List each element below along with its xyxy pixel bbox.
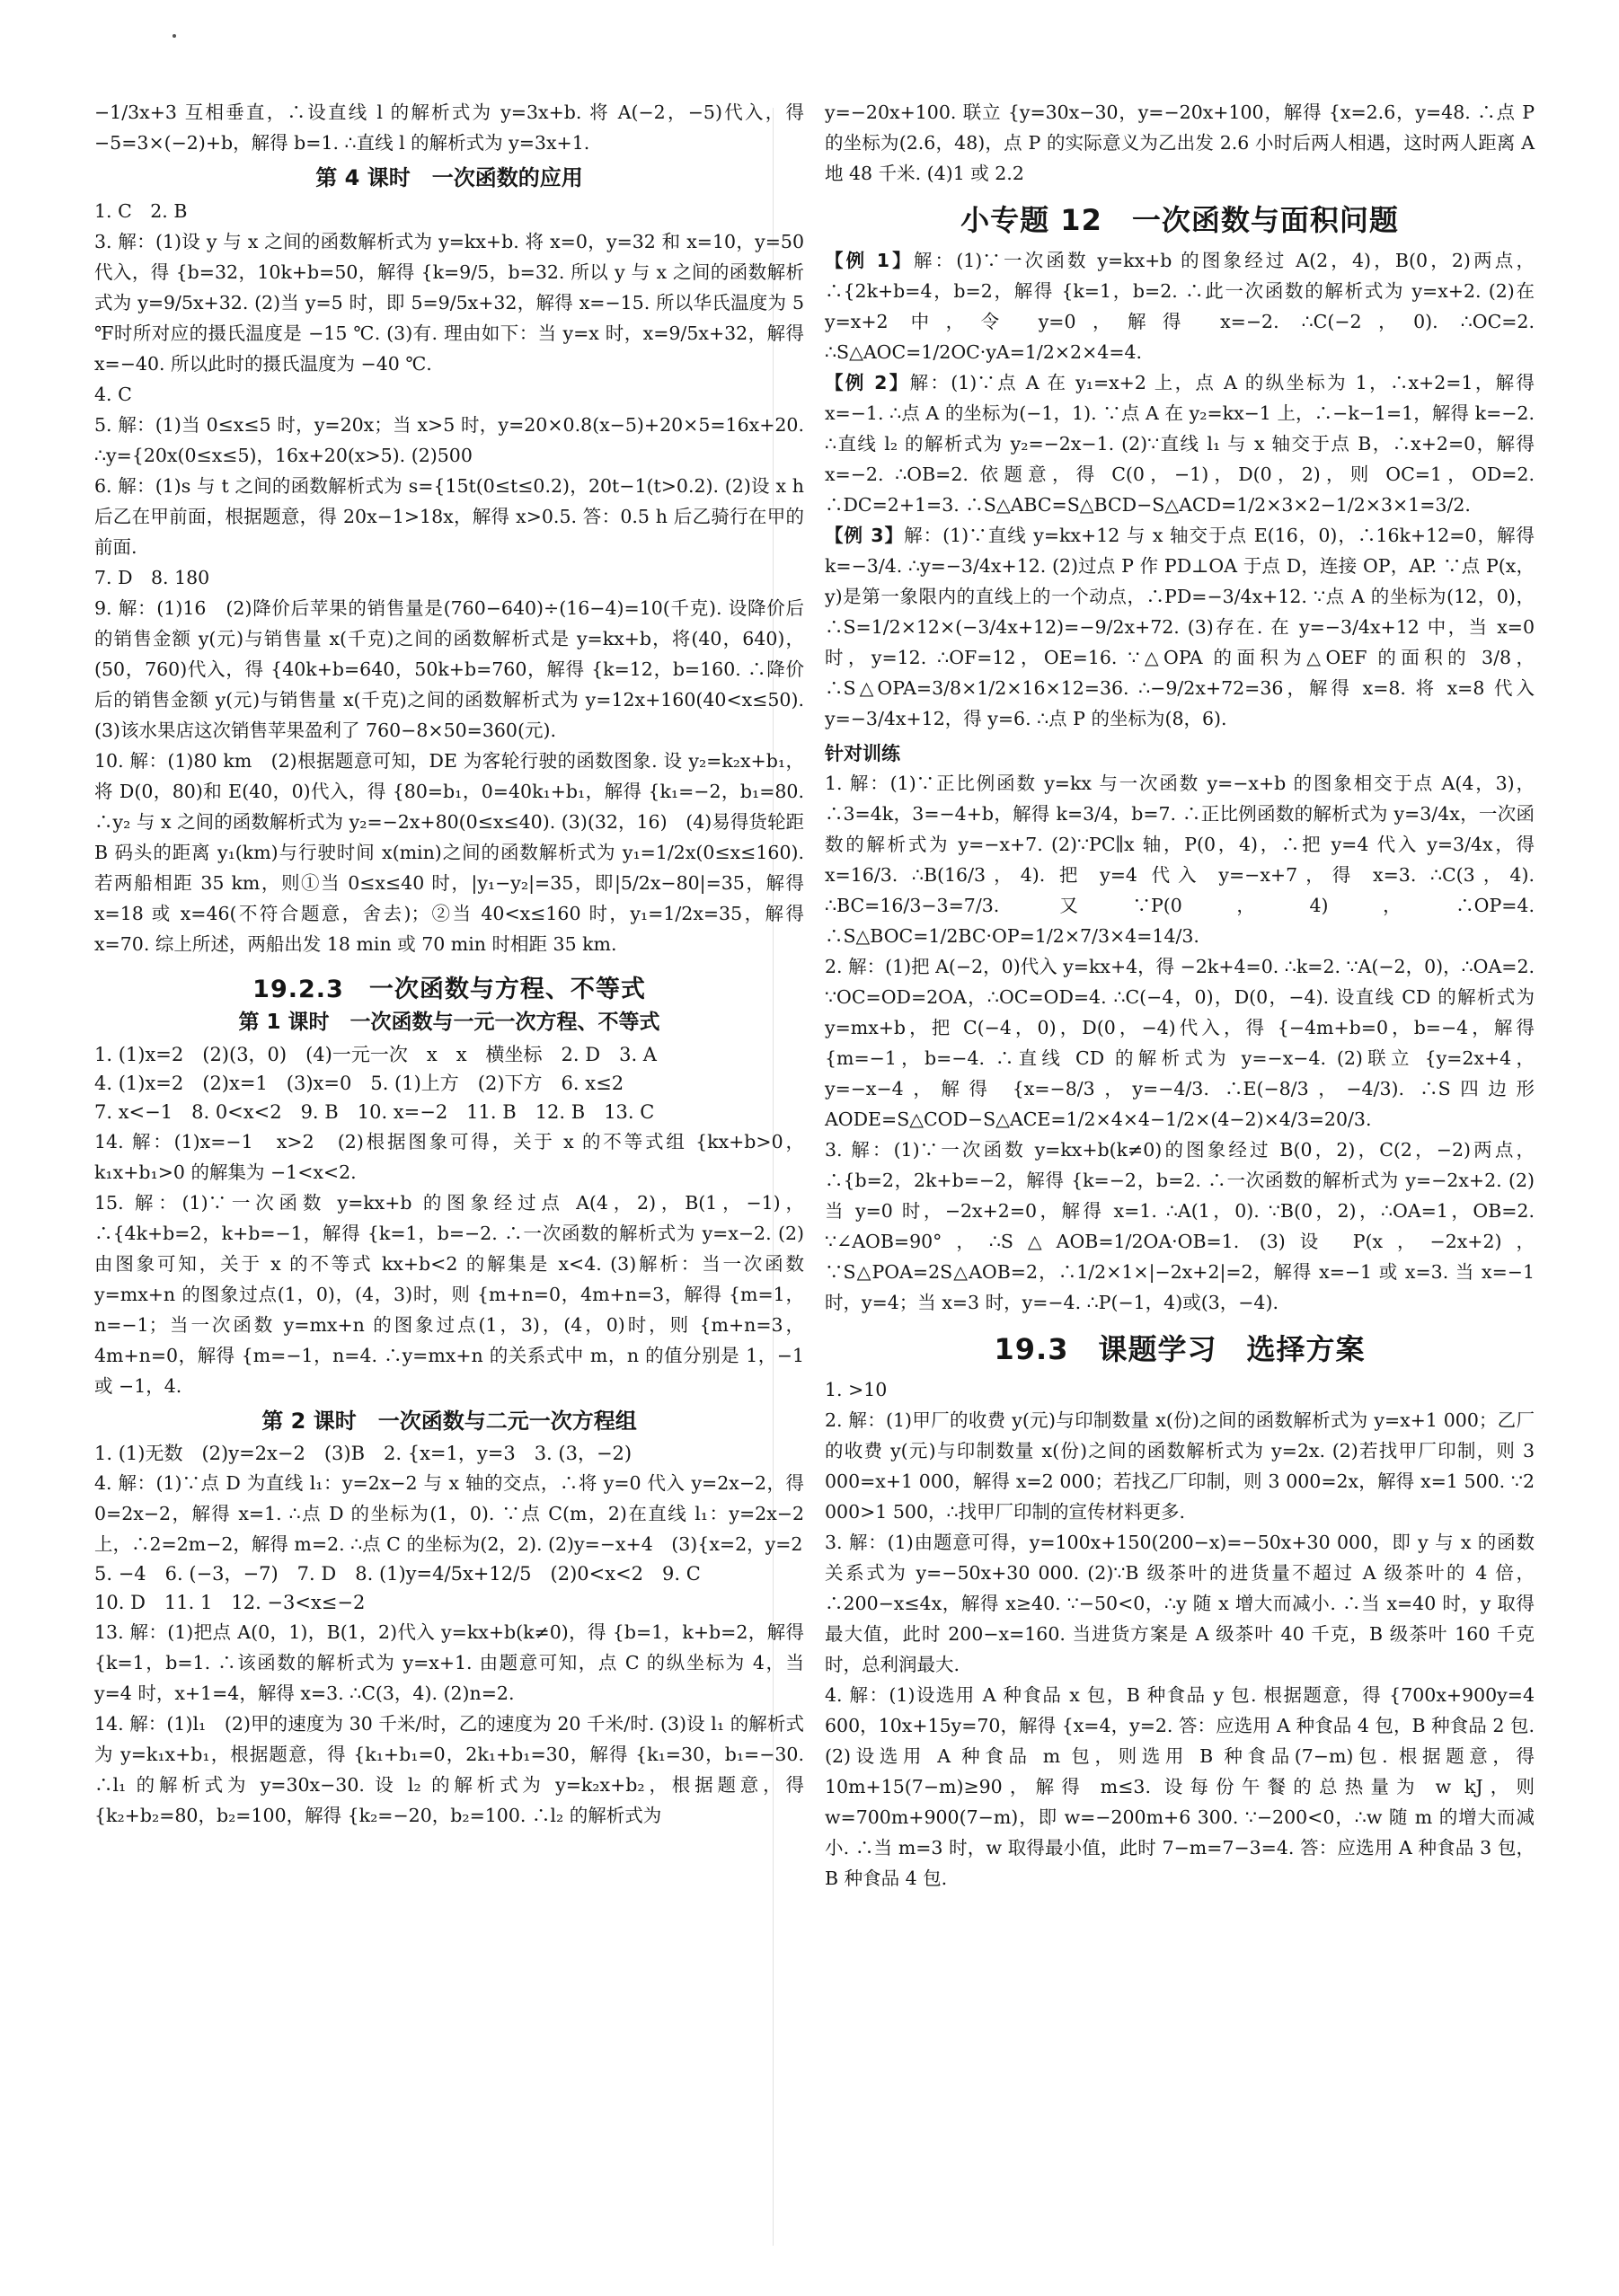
section-item: 13. 解：(1)把点 A(0，1)，B(1，2)代入 y=kx+b(k≠0)，得 {b=1，k+b=2，解得 {k=1，b=1. ∴该函数的解析式为 y=x+1. 由题意可知，点 C 的纵坐标为 4，当 y=4 时，x+1=4，解得 x=3. ∴C(3，4). (2)n=2. — [94, 1621, 804, 1705]
example-text: 解：(1)∵直线 y=kx+12 与 x 轴交于点 E(16，0)，∴16k+12=0，解得 k=−3/4. ∴y=−3/4x+12. (2)过点 P 作 PD⊥OA 于点 D，连接 OP，AP. ∵点 P(x，y)是第一象限内的直线上的一个动点，∴PD=−3/4x+12. ∵点 A 的坐标为(12，0)，∴S=1/2×12×(−3/4x+12)=−9/2x+72. (3)存在. 在 y=−3/4x+12 中，当 x=0 时，y=12. ∴OF=12，OE=16. ∵△OPA 的面积为△OEF 的面积的 3/8，∴S△OPA=3/8×1/2×16×12=36. ∴−9/2x+72=36，解得 x=8. 将 x=8 代入 y=−3/4x+12，得 y=6. ∴点 P 的坐标为(8，6). — [825, 525, 1535, 730]
example-3 — [825, 520, 1535, 734]
section-193-title: 19.3 课题学习 选择方案 — [994, 1332, 1366, 1367]
quick-answers-row: 10. D 11. 1 12. −3<x≤−2 — [94, 1592, 366, 1614]
lesson4-item: 7. D 8. 180 — [94, 567, 210, 589]
quick-answers-row: 7. x<−1 8. 0<x<2 9. B 10. x=−2 11. B 12. B 13. C — [94, 1100, 655, 1123]
quick-answers-row: 1. (1)无数 (2)y=2x−2 (3)B 2. {x=1，y=3 3. (3，−2) — [94, 1443, 633, 1465]
quick-answers-row: 5. −4 6. (−3，−7) 7. D 8. (1)y=4/5x+12/5 (2)0<x<2 9. C — [94, 1563, 701, 1585]
section-193-item: 1. >10 — [825, 1379, 888, 1401]
lesson4-item: 9. 解：(1)16 (2)降价后苹果的销售量是(760−640)÷(16−4)=10(千克). 设降价后的销售金额 y(元)与销售量 x(千克)之间的函数解析式是 y=kx+b，将(40，640)，(50，760)代入，得 {40k+b=640，50k+b=760，解得 {k=12，b=160. ∴降价后的销售金额 y(元)与销售量 x(千克)之间的函数解析式为 y=12x+160(40<x≤50). (3)该水果店这次销售苹果盈利了 760−8×50=360(元). — [94, 597, 804, 742]
example-label: 【例 1】 — [825, 250, 914, 272]
lesson-4-title: 第 4 课时 一次函数的应用 — [315, 165, 583, 190]
scan-dot — [173, 34, 176, 38]
section-1923-title: 19.2.3 一次函数与方程、不等式 — [252, 976, 646, 1004]
lesson4-item: 3. 解：(1)设 y 与 x 之间的函数解析式为 y=kx+b. 将 x=0，y=32 和 x=10，y=50 代入，得 {b=32，10k+b=50，解得 {k=9/5，b=32. 所以 y 与 x 之间的函数解析式为 y=9/5x+32. (2)当 y=5 时，即 5=9/5x+32，解得 x=−15. 所以华氏温度为 5 ℉时所对应的摄氏温度是 −15 ℃. (3)有. 理由如下：当 y=x 时，x=9/5x+32，解得 x=−40. 所以此时的摄氏温度为 −40 ℃. — [94, 231, 804, 375]
section-193-item: 3. 解：(1)由题意可得，y=100x+150(200−x)=−50x+30 000，即 y 与 x 的函数关系式为 y=−50x+30 000. (2)∵B 级茶叶的进货量不超过 A 级茶叶的 4 倍，∴200−x≤4x，解得 x≥40. ∵−50<0，∴y 随 x 增大而减小. ∴当 x=40 时，y 取得最大值，此时 200−x=160. 当进货方案是 A 级茶叶 40 千克，B 级茶叶 160 千克时，总利润最大. — [825, 1532, 1535, 1676]
section-item: 14. 解：(1)l₁ (2)甲的速度为 30 千米/时，乙的速度为 20 千米/时. (3)设 l₁ 的解析式为 y=k₁x+b₁，根据题意，得 {k₁+b₁=0，2k₁+b₁=30，解得 {k₁=30，b₁=−30. ∴l₁ 的解析式为 y=30x−30. 设 l₂ 的解析式为 y=k₂x+b₂，根据题意，得 {k₂+b₂=80，b₂=100，解得 {k₂=−20，b₂=100. ∴l₂ 的解析式为 — [94, 1713, 804, 1827]
lesson4-item: 6. 解：(1)s 与 t 之间的函数解析式为 s={15t(0≤t≤0.2)，20t−1(t>0.2). (2)设 x h 后乙在甲前面，根据题意，得 20x−1>18x，解得 x>0.5. 答：0.5 h 后乙骑行在甲的前面. — [94, 475, 804, 559]
lesson4-item: 5. 解：(1)当 0≤x≤5 时，y=20x；当 x>5 时，y=20×0.8(x−5)+20×5=16x+20. ∴y={20x(0≤x≤5)，16x+20(x>5). (2)500 — [94, 414, 804, 467]
quick-answers-row: 4. (1)x=2 (2)x=1 (3)x=0 5. (1)上方 (2)下方 6. x≤2 — [94, 1072, 624, 1094]
example-2 — [825, 367, 1535, 520]
right-intro: y=−20x+100. 联立 {y=30x−30，y=−20x+100，解得 {x=2.6，y=48. ∴点 P 的坐标为(2.6，48)，点 P 的实际意义为乙出发 2.6 小时后两人相遇，这时两人距离 A 地 48 千米. (4)1 或 2.2 — [825, 102, 1535, 184]
example-text: 解：(1)∵点 A 在 y₁=x+2 上，点 A 的纵坐标为 1，∴x+2=1，解得 x=−1. ∴点 A 的坐标为(−1，1). ∵点 A 在 y₂=kx−1 上，∴−k−1=1，解得 k=−2. ∴直线 l₂ 的解析式为 y₂=−2x−1. (2)∵直线 l₁ 与 x 轴交于点 B，∴x+2=0，解得 x=−2. ∴OB=2. 依题意，得 C(0，−1)，D(0，2)，则 OC=1，OD=2. ∴DC=2+1=3. ∴S△ABC=S△BCD−S△ACD=1/2×3×2−1/2×3×1=3/2. — [825, 372, 1535, 517]
left-column — [94, 97, 804, 1831]
training-item: 2. 解：(1)把 A(−2，0)代入 y=kx+4，得 −2k+4=0. ∴k=2. ∵A(−2，0)，∴OA=2. ∵OC=OD=2OA，∴OC=OD=4. ∴C(−4，0)，D(0，−4). 设直线 CD 的解析式为 y=mx+b，把 C(−4，0)，D(0，−4)代入，得 {−4m+b=0，b=−4，解得 {m=−1，b=−4. ∴直线 CD 的解析式为 y=−x−4. (2)联立 {y=2x+4，y=−x−4，解得 {x=−8/3，y=−4/3. ∴E(−8/3，−4/3). ∴S四边形AODE=S△COD−S△ACE=1/2×4×4−1/2×(4−2)×4/3=20/3. — [825, 956, 1535, 1131]
training-item: 3. 解：(1)∵一次函数 y=kx+b(k≠0)的图象经过 B(0，2)，C(2，−2)两点，∴{b=2，2k+b=−2，解得 {k=−2，b=2. ∴一次函数的解析式为 y=−2x+2. (2)当 y=0 时，−2x+2=0，解得 x=1. ∴A(1，0). ∵B(0，2)，∴OA=1，OB=2. ∵∠AOB=90°，∴S△AOB=1/2OA·OB=1. (3)设 P(x，−2x+2)，∵S△POA=2S△AOB=2，∴1/2×1×|−2x+2|=2，解得 x=−1 或 x=3. 当 x=−1 时，y=4；当 x=3 时，y=−4. ∴P(−1，4)或(3，−4). — [825, 1139, 1535, 1314]
lesson-2-title: 第 2 课时 一次函数与二元一次方程组 — [261, 1408, 637, 1434]
example-label: 【例 3】 — [825, 525, 905, 547]
example-text: 解：(1)∵一次函数 y=kx+b 的图象经过 A(2，4)，B(0，2)两点，∴{2k+b=4，b=2，解得 {k=1，b=2. ∴此一次函数的解析式为 y=x+2. (2)在 y=x+2 中，令 y=0，解得 x=−2. ∴C(−2，0). ∴OC=2. ∴S△AOC=1/2OC·yA=1/2×2×4=4. — [825, 250, 1535, 364]
right-column — [825, 97, 1535, 1894]
section-item: 15. 解：(1)∵一次函数 y=kx+b 的图象经过点 A(4，2)，B(1，−1)，∴{4k+b=2，k+b=−1，解得 {k=1，b=−2. ∴一次函数的解析式为 y=x−2. (2)由图象可知，关于 x 的不等式 kx+b<2 的解集是 x<4. (3)解析：当一次函数 y=mx+n 的图象过点(1，0)，(4，3)时，则 {m+n=0，4m+n=3，解得 {m=1，n=−1；当一次函数 y=mx+n 的图象过点(1，3)，(4，0)时，则 {m+n=3，4m+n=0，解得 {m=−1，n=4. ∴y=mx+n 的关系式中 m，n 的值分别是 1，−1 或 −1，4. — [94, 1191, 804, 1397]
lesson-1-title: 第 1 课时 一次函数与一元一次方程、不等式 — [238, 1010, 660, 1034]
lesson4-item: 10. 解：(1)80 km (2)根据题意可知，DE 为客轮行驶的函数图象. 设 y₂=k₂x+b₁，将 D(0，80)和 E(40，0)代入，得 {80=b₁，0=40k₁+b₁，解得 {k₁=−2，b₁=80. ∴y₂ 与 x 之间的函数解析式为 y₂=−2x+80(0≤x≤40). (3)(32，16) (4)易得货轮距 B 码头的距离 y₁(km)与行驶时间 x(min)之间的函数解析式为 y₁=1/2x(0≤x≤160). 若两船相距 35 km，则①当 0≤x≤40 时，|y₁−y₂|=35，即|5/2x−80|=35，解得 x=18 或 x=46(不符合题意，舍去)；②当 40<x≤160 时，y₁=1/2x=35，解得 x=70. 综上所述，两船出发 18 min 或 70 min 时相距 35 km. — [94, 750, 804, 956]
left-intro: −1/3x+3 互相垂直，∴设直线 l 的解析式为 y=3x+b. 将 A(−2，−5)代入，得 −5=3×(−2)+b，解得 b=1. ∴直线 l 的解析式为 y=3x+1. — [94, 102, 804, 154]
training-label: 针对训练 — [825, 743, 900, 765]
quick-answers-row: 1. (1)x=2 (2)(3，0) (4)一元一次 x x 横坐标 2. D 3. A — [94, 1043, 657, 1065]
section-item: 4. 解：(1)∵点 D 为直线 l₁：y=2x−2 与 x 轴的交点，∴将 y=0 代入 y=2x−2，得 0=2x−2，解得 x=1. ∴点 D 的坐标为(1，0). ∵点 C(m，2)在直线 l₁：y=2x−2 上，∴2=2m−2，解得 m=2. ∴点 C 的坐标为(2，2). (2)y=−x+4 (3){x=2，y=2 — [94, 1472, 804, 1556]
section-item: 14. 解：(1)x=−1 x>2 (2)根据图象可得，关于 x 的不等式组 {kx+b>0，k₁x+b₁>0 的解集为 −1<x<2. — [94, 1130, 804, 1183]
training-item: 1. 解：(1)∵正比例函数 y=kx 与一次函数 y=−x+b 的图象相交于点 A(4，3)，∴3=4k，3=−4+b，解得 k=3/4，b=7. ∴正比例函数的解析式为 y=3/4x，一次函数的解析式为 y=−x+7. (2)∵PC∥x 轴，P(0，4)，∴把 y=4 代入 y=3/4x，得 x=16/3. ∴B(16/3，4). 把 y=4 代入 y=−x+7，得 x=3. ∴C(3，4). ∴BC=16/3−3=7/3. 又∵P(0，4)，∴OP=4. ∴S△BOC=1/2BC·OP=1/2×7/3×4=14/3. — [825, 773, 1535, 948]
lesson4-item: 4. C — [94, 384, 132, 406]
section-193-item: 4. 解：(1)设选用 A 种食品 x 包，B 种食品 y 包. 根据题意，得 {700x+900y=4 600，10x+15y=70，解得 {x=4，y=2. 答：应选用 A 种食品 4 包，B 种食品 2 包. (2)设选用 A 种食品 m 包，则选用 B 种食品(7−m)包. 根据题意，得 10m+15(7−m)≥90，解得 m≤3. 设每份午餐的总热量为 w kJ，则 w=700m+900(7−m)，即 w=−200m+6 300. ∵−200<0，∴w 随 m 的增大而减小. ∴当 m=3 时，w 取得最小值，此时 7−m=7−3=4. 答：应选用 A 种食品 3 包，B 种食品 4 包. — [825, 1684, 1535, 1890]
example-1 — [825, 245, 1535, 367]
section-193-item: 2. 解：(1)甲厂的收费 y(元)与印制数量 x(份)之间的函数解析式为 y=x+1 000；乙厂的收费 y(元)与印制数量 x(份)之间的函数解析式为 y=2x. (2)若找甲厂印制，则 3 000=x+1 000，解得 x=2 000；若找乙厂印制，则 3 000=2x，解得 x=1 500. ∵2 000>1 500，∴找甲厂印制的宣传材料更多. — [825, 1409, 1535, 1523]
topic-12-title: 小专题 12 一次函数与面积问题 — [960, 203, 1399, 237]
lesson4-item: 1. C 2. B — [94, 200, 188, 223]
example-label: 【例 2】 — [825, 372, 910, 394]
